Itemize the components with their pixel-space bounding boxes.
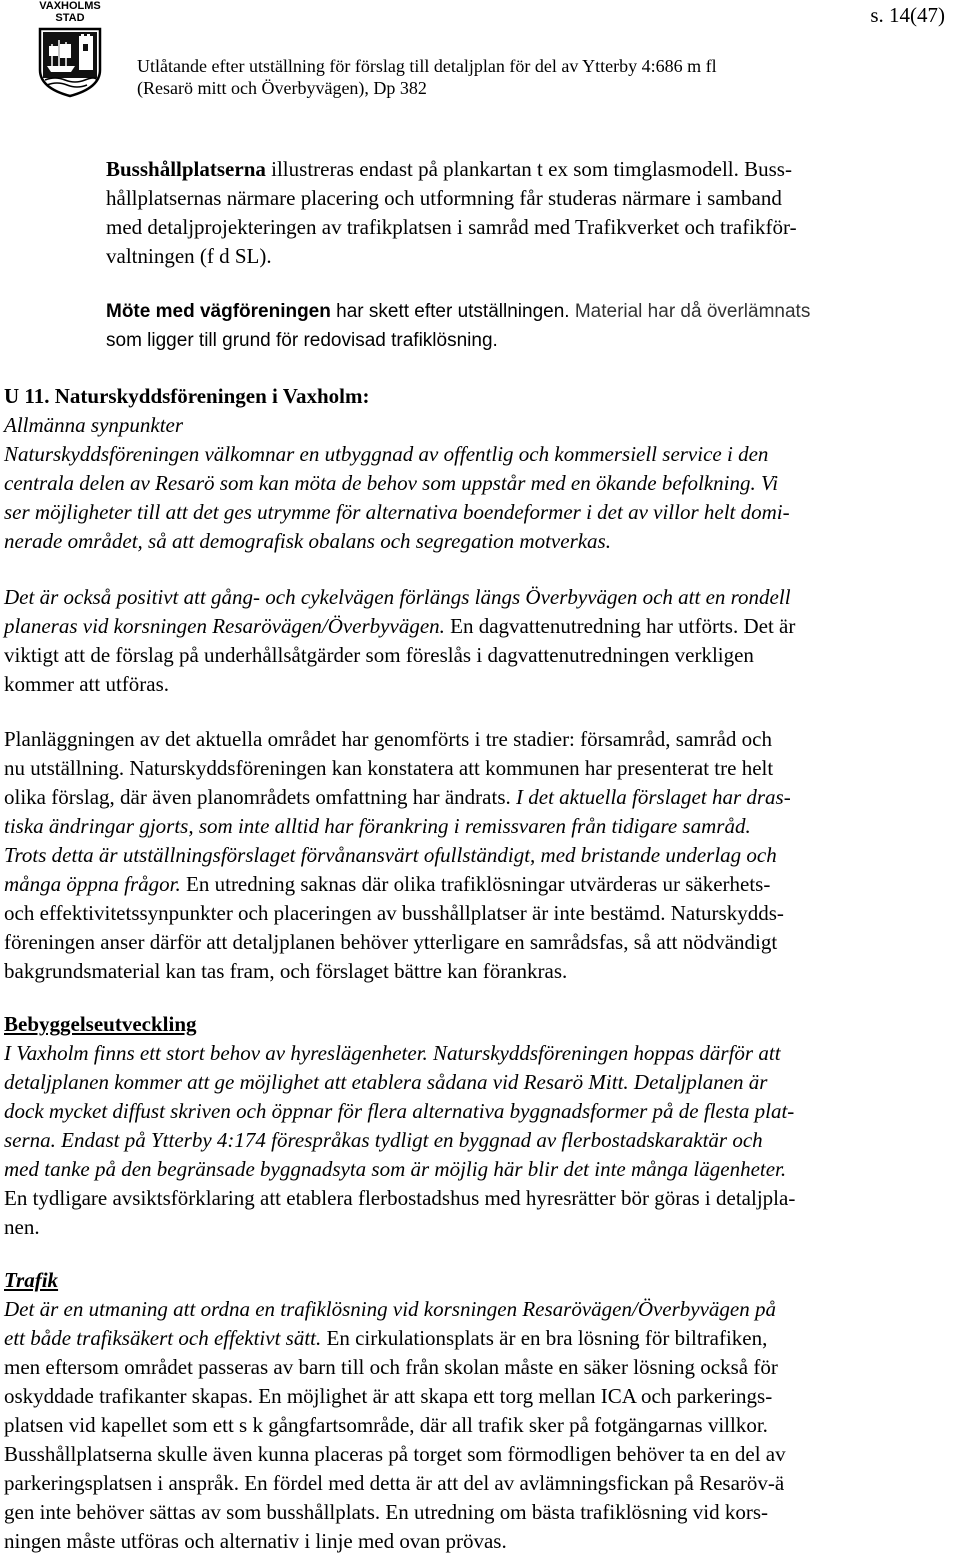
text-span: ett både trafiksäkert och effektivt sätt. <box>4 1326 322 1350</box>
text-span: hållplatsernas närmare placering och utformning får studeras närmare i samband <box>106 186 782 210</box>
text-span: och effektivitetssynpunkter och placeringen av busshållplatser är inte bestämd. Naturskydds- <box>4 901 784 925</box>
text-span: I Vaxholm finns ett stort behov av hyreslägenheter. Naturskyddsföreningen hoppas därför att <box>4 1041 781 1065</box>
text-span: Naturskyddsföreningen välkomnar en utbyggnad av offentlig och kommersiell service i den <box>4 442 769 466</box>
text-span: nen. <box>4 1215 40 1239</box>
text-span: Det är en utmaning att ordna en trafiklösning vid korsningen Resarövägen/Överbyvägen på <box>4 1297 777 1321</box>
allmanna-synpunkter-heading: Allmänna synpunkter <box>4 413 184 437</box>
bebyggelse-heading: Bebyggelseutveckling <box>4 1012 197 1036</box>
trafik-heading: Trafik <box>4 1268 59 1292</box>
text-span: dock mycket diffust skriven och öppnar för flera alternativa byggnadsformer på de flesta plat- <box>4 1099 795 1123</box>
text-span: platsen vid kapellet som ett s k gångfartsområde, där all trafik sker på fotgängarnas villkor. <box>4 1413 768 1437</box>
text-span: valtningen (f d SL). <box>106 244 272 268</box>
header-title-line1: Utlåtande efter utställning för förslag till detaljplan för del av Ytterby 4:686 m fl <box>137 56 717 76</box>
text-span: bakgrundsmaterial kan tas fram, och förslaget bättre kan förankras. <box>4 959 568 983</box>
logo-text-line2: STAD <box>55 12 85 24</box>
page-number: s. 14(47) <box>870 3 945 27</box>
text-span: Trots detta är utställningsförslaget förvånansvärt ofullständigt, med bristande underlag och <box>4 843 777 867</box>
u11-heading-block <box>4 382 944 440</box>
header-title-line2: (Resarö mitt och Överbyvägen), Dp 382 <box>137 78 427 98</box>
text-span: Det är också positivt att gång- och cykelvägen förlängs längs Överbyvägen och att en rondell <box>4 585 791 609</box>
text-span: centrala delen av Resarö som kan möta de behov som uppstår med en ökande befolkning. Vi <box>4 471 779 495</box>
busshallplatser-paragraph <box>106 155 944 271</box>
text-span: serna. Endast på Ytterby 4:174 förespråkas tydligt en byggnad av flerbostadskaraktär och <box>4 1128 763 1152</box>
text-span: ä <box>774 1471 785 1495</box>
trafik-section <box>4 1266 944 1556</box>
text-span: Busshållplatserna skulle även kunna placeras på torget som förmodligen behöver ta en del av <box>4 1442 786 1466</box>
text-span: illustreras endast på plankartan t ex som timglasmodell. Buss- <box>265 157 792 181</box>
text-span: Material har då överlämnats <box>574 301 811 322</box>
text-span: ningen måste utföras och alternativ i linje med ovan prövas. <box>4 1529 507 1553</box>
u11-paragraph-1 <box>4 440 944 556</box>
text-span: I det aktuella förslaget har dras- <box>516 785 791 809</box>
text-span: som ligger till grund för redovisad trafiklösning. <box>106 330 498 351</box>
text-span: detaljplanen kommer att ge möjlighet att etablera sådana vid Resarö Mitt. Detaljplanen är <box>4 1070 768 1094</box>
text-span: En utredning saknas där olika trafiklösningar utvärderas ur säkerhets- <box>180 872 771 896</box>
bebyggelse-section <box>4 1010 944 1242</box>
u11-heading: U 11. Naturskyddsföreningen i Vaxholm: <box>4 384 370 408</box>
vagforeningen-paragraph <box>106 297 944 355</box>
vagforeningen-bold-lead: Möte med vägföreningen <box>106 301 331 322</box>
text-span: men eftersom området passeras av barn till och från skolan måste en säker lösning också för <box>4 1355 778 1379</box>
text-span: viktigt att de förslag på underhållsåtgärder som föreslås i dagvattenutredningen verkligen <box>4 643 754 667</box>
text-span: ser möjligheter till att det ges utrymme för alternativa boendeformer i det av villor helt domi- <box>4 500 790 524</box>
vaxholm-logo <box>30 0 110 100</box>
text-span: föreningen anser därför att detaljplanen behöver ytterligare en samrådsfas, så att nödvändigt <box>4 930 778 954</box>
u11-paragraph-3 <box>4 725 944 986</box>
logo-text-line1: VAXHOLMS <box>39 0 101 12</box>
text-span: oskyddade trafikanter skapas. En möjlighet är att skapa ett torg mellan ICA och parkerings- <box>4 1384 773 1408</box>
text-span: med detaljprojekteringen av trafikplatsen i samråd med Trafikverket och trafikför- <box>106 215 797 239</box>
text-span: En tydligare avsiktsförklaring att etablera flerbostadshus med hyresrätter bör göras i detaljpla- <box>4 1186 796 1210</box>
text-span: En dagvattenutredning har utförts. Det är <box>444 614 796 638</box>
text-span: många öppna frågor. <box>4 872 181 896</box>
text-span: planeras vid korsningen Resarövägen/Överbyvägen. <box>4 614 445 638</box>
text-span: Planläggningen av det aktuella området har genomförts i tre stadier: församråd, samråd och <box>4 727 772 751</box>
text-span: har skett efter utställningen. <box>330 301 575 322</box>
text-span: nu utställning. Naturskyddsföreningen kan konstatera att kommunen har presenterat tre helt <box>4 756 774 780</box>
text-span: nerade området, så att demografisk obalans och segregation motverkas. <box>4 529 611 553</box>
text-span: tiska ändringar gjorts, som inte alltid har förankring i remissvaren från tidigare samråd. <box>4 814 751 838</box>
u11-paragraph-2 <box>4 583 944 699</box>
text-span: En cirkulationsplats är en bra lösning för biltrafiken, <box>321 1326 768 1350</box>
text-span: kommer att utföras. <box>4 672 170 696</box>
text-span: med tanke på den begränsade byggnadsyta som är möjlig här blir det inte många lägenheter. <box>4 1157 787 1181</box>
text-span: olika förslag, där även planområdets omfattning har ändrats. <box>4 785 516 809</box>
coat-of-arms-icon <box>37 26 103 98</box>
text-span: parkeringsplatsen i anspråk. En fördel med detta är att del av avlämningsfickan på Resaröv- <box>4 1471 775 1495</box>
text-span: gen inte behöver sättas av som busshållplats. En utredning om bästa trafiklösning vid kors- <box>4 1500 769 1524</box>
busshallplatser-bold-lead: Busshållplatserna <box>106 157 266 181</box>
